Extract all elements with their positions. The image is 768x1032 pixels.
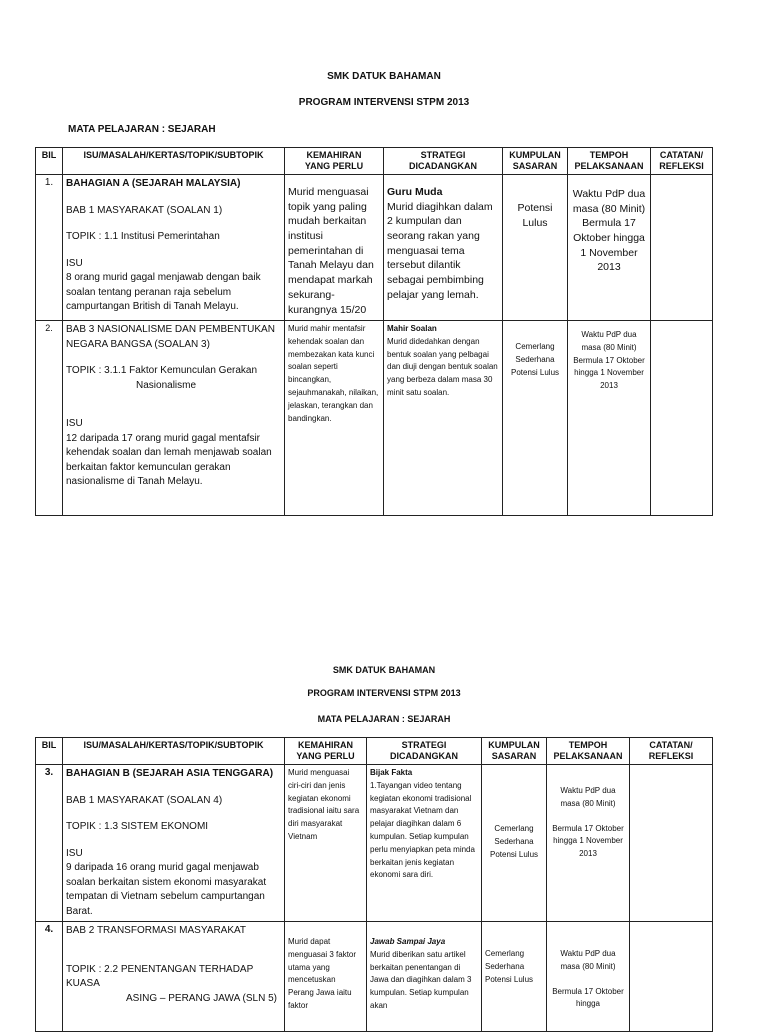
- row-strategi: Jawab Sampai Jaya Murid diberikan satu artikel berkaitan penentangan di Jawa dan diagihkan dalam 3 kumpulan. Setiap kumpulan akan: [367, 922, 482, 1032]
- col-bil: BIL: [36, 148, 63, 175]
- row-tempoh: Waktu PdP dua masa (80 Minit) Bermula 17 Oktober hingga 1 November 2013: [568, 321, 651, 516]
- row-kemahiran: Murid dapat menguasai 3 faktor utama yang mencetuskan Perang Jawa iaitu faktor: [285, 922, 367, 1032]
- row-strategi: Bijak Fakta 1.Tayangan video tentang kegiatan ekonomi tradisional masyarakat Vietnam dan pelajar diagihkan dalam 6 kumpulan. Setiap kumpulan perlu menyiapkan peta minda berkaitan jenis kegiatan ekonomi sara diri.: [367, 765, 482, 922]
- col-isu: ISU/MASALAH/KERTAS/TOPIK/SUBTOPIK: [63, 738, 285, 765]
- intervention-table-1: [35, 147, 713, 516]
- col-bil: BIL: [36, 738, 63, 765]
- row-kemahiran: Murid menguasai ciri-ciri dan jenis kegiatan ekonomi tradisional iaitu sara diri masyarakat Vietnam: [285, 765, 367, 922]
- row-bil: 2.: [36, 321, 63, 516]
- table-row: [36, 922, 713, 1032]
- row-issue: BAB 2 TRANSFORMASI MASYARAKAT TOPIK : 2.2 PENENTANGAN TERHADAP KUASA ASING – PERANG JAWA (SLN 5): [63, 922, 285, 1032]
- row-kumpulan: Cemerlang Sederhana Potensi Lulus: [503, 321, 568, 516]
- col-tempoh: TEMPOH PELAKSANAAN: [547, 738, 630, 765]
- row-issue: BAHAGIAN A (SEJARAH MALAYSIA) BAB 1 MASYARAKAT (SOALAN 1) TOPIK : 1.1 Institusi Pemerintahan ISU 8 orang murid gagal menjawab dengan baik soalan tentang peranan raja sebelum campurtangan British di Tanah Melayu.: [63, 175, 285, 321]
- row-tempoh: Waktu PdP dua masa (80 Minit) Bermula 17 Oktober hingga: [547, 922, 630, 1032]
- school-title: SMK DATUK BAHAMAN: [332, 665, 436, 675]
- row-strategi: Mahir Soalan Murid didedahkan dengan bentuk soalan yang pelbagai dan diuji dengan bentuk soalan yang berbeza dalam masa 30 minit satu soalan.: [384, 321, 503, 516]
- row-catatan: [651, 175, 713, 321]
- row-catatan: [651, 321, 713, 516]
- table-row: [36, 175, 713, 321]
- row-bil: 4.: [36, 922, 63, 1032]
- row-kumpulan: Cemerlang Sederhana Potensi Lulus: [482, 922, 547, 1032]
- col-kumpulan: KUMPULAN SASARAN: [482, 738, 547, 765]
- row-kumpulan: Potensi Lulus: [503, 175, 568, 321]
- subject-title: MATA PELAJARAN : SEJARAH: [317, 714, 451, 724]
- intervention-table-2: [35, 737, 713, 1032]
- col-kemahiran: KEMAHIRAN YANG PERLU: [285, 738, 367, 765]
- col-kumpulan: KUMPULAN SASARAN: [503, 148, 568, 175]
- row-strategi: Guru Muda Murid diagihkan dalam 2 kumpulan dan seorang rakan yang menguasai tema tersebut dilantik sebagai pembimbing pelajar yang lemah.: [384, 175, 503, 321]
- col-tempoh: TEMPOH PELAKSANAAN: [568, 148, 651, 175]
- subject-title: MATA PELAJARAN : SEJARAH: [68, 124, 216, 135]
- row-catatan: [630, 922, 713, 1032]
- row-kemahiran: Murid menguasai topik yang paling mudah berkaitan institusi pemerintahan di Tanah Melayu dan mendapat markah sekurang-kurangnya 15/20: [285, 175, 384, 321]
- school-title: SMK DATUK BAHAMAN: [327, 71, 441, 82]
- col-strategi: STRATEGI DICADANGKAN: [384, 148, 503, 175]
- table-row: [36, 765, 713, 922]
- row-tempoh: Waktu PdP dua masa (80 Minit) Bermula 17 Oktober hingga 1 November 2013: [568, 175, 651, 321]
- table-header-row: [36, 148, 713, 175]
- table-header-row: [36, 738, 713, 765]
- col-kemahiran: KEMAHIRAN YANG PERLU: [285, 148, 384, 175]
- program-title: PROGRAM INTERVENSI STPM 2013: [307, 688, 461, 698]
- col-catatan: CATATAN/ REFLEKSI: [630, 738, 713, 765]
- table-row: [36, 321, 713, 516]
- row-issue: BAB 3 NASIONALISME DAN PEMBENTUKAN NEGARA BANGSA (SOALAN 3) TOPIK : 3.1.1 Faktor Kemunculan Gerakan Nasionalisme ISU 12 daripada 17 orang murid gagal mentafsir kehendak soalan dan lemah menjawab soalan berkaitan faktor kemunculan gerakan nasionalisme di Tanah Melayu.: [63, 321, 285, 516]
- program-title: PROGRAM INTERVENSI STPM 2013: [298, 97, 470, 108]
- row-bil: 1.: [36, 175, 63, 321]
- row-issue: BAHAGIAN B (SEJARAH ASIA TENGGARA) BAB 1 MASYARAKAT (SOALAN 4) TOPIK : 1.3 SISTEM EKONOMI ISU 9 daripada 16 orang murid gagal menjawab soalan berkaitan sistem ekonomi masyarakat tempatan di Vietnam sebelum campurtangan Barat.: [63, 765, 285, 922]
- col-isu: ISU/MASALAH/KERTAS/TOPIK/SUBTOPIK: [63, 148, 285, 175]
- row-catatan: [630, 765, 713, 922]
- row-kemahiran: Murid mahir mentafsir kehendak soalan dan membezakan kata kunci soalan seperti bincangkan, sejauhmanakah, nilaikan, jelaskan, terangkan dan bandingkan.: [285, 321, 384, 516]
- row-bil: 3.: [36, 765, 63, 922]
- col-catatan: CATATAN/ REFLEKSI: [651, 148, 713, 175]
- col-strategi: STRATEGI DICADANGKAN: [367, 738, 482, 765]
- row-kumpulan: Cemerlang Sederhana Potensi Lulus: [482, 765, 547, 922]
- row-tempoh: Waktu PdP dua masa (80 Minit) Bermula 17 Oktober hingga 1 November 2013: [547, 765, 630, 922]
